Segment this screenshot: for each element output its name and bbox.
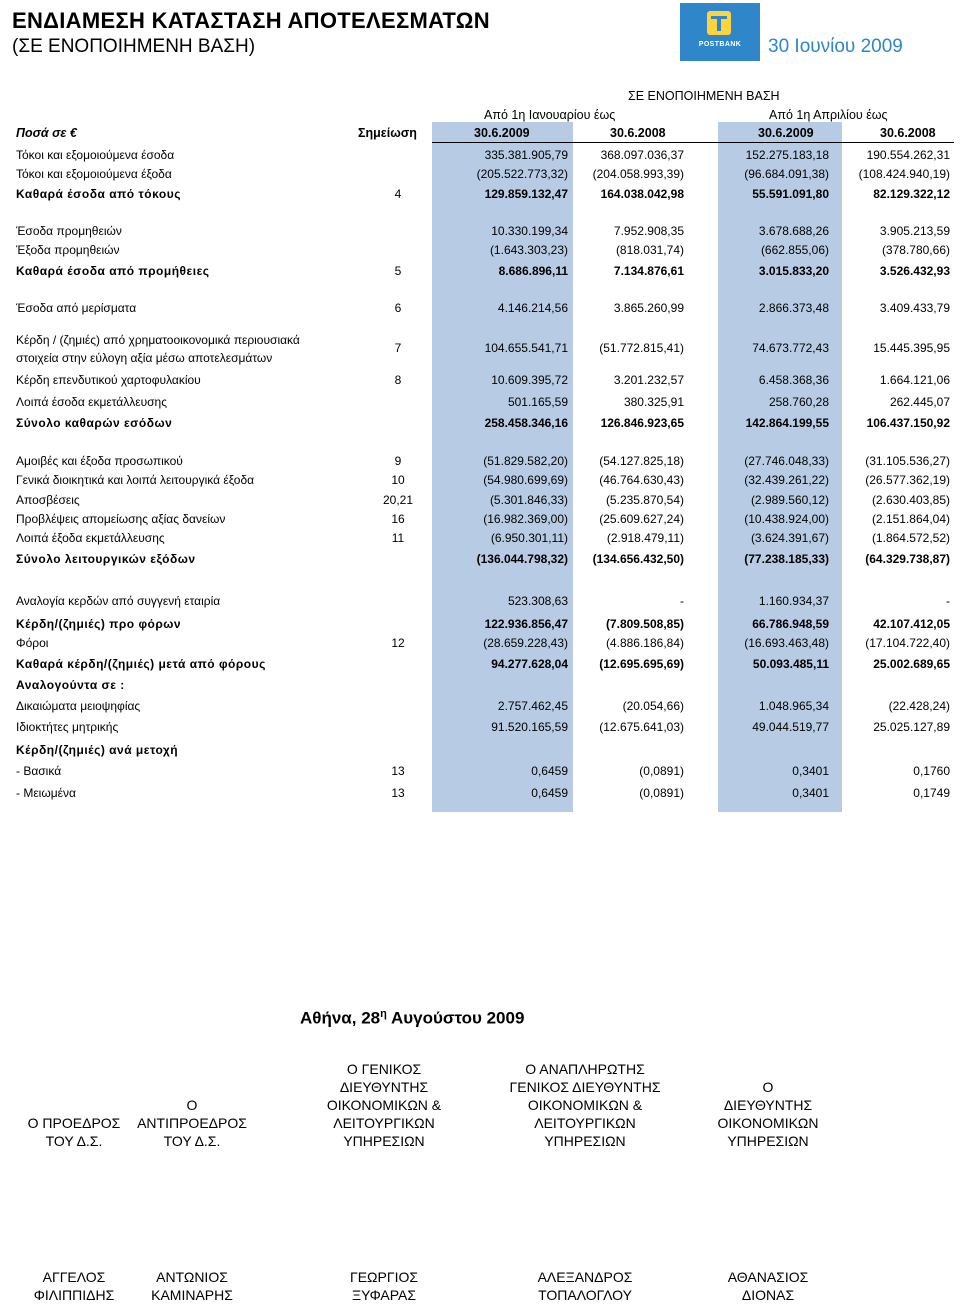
signatory-title <box>668 1078 868 1150</box>
row-value: (136.044.798,32) <box>476 552 568 566</box>
row-value: (54.127.825,18) <box>599 454 684 468</box>
signatory-title-line: ΥΠΗΡΕΣΙΩΝ <box>727 1133 809 1149</box>
row-value: 91.520.165,59 <box>491 720 568 734</box>
row-label: - Βασικά <box>16 764 62 778</box>
row-note: 20,21 <box>382 493 414 507</box>
date-col-2: 30.6.2008 <box>610 126 666 140</box>
row-value: (96.684.091,38) <box>744 167 829 181</box>
row-value: 3.015.833,20 <box>758 264 829 278</box>
row-label: Σύνολο καθαρών εσόδων <box>16 416 173 430</box>
row-value: 55.591.091,80 <box>752 187 829 201</box>
row-label: Καθαρά κέρδη/(ζημιές) μετά από φόρους <box>16 657 266 671</box>
signatory-title-line: Ο ΠΡΟΕΔΡΟΣ <box>27 1115 121 1131</box>
row-label: Λοιπά έξοδα εκμετάλλευσης <box>16 531 165 545</box>
row-label: Καθαρά έσοδα από προμήθειες <box>16 264 210 278</box>
row-label: Καθαρά έσοδα από τόκους <box>16 187 181 201</box>
signatory-name-line: ΓΕΩΡΓΙΟΣ <box>350 1269 418 1285</box>
row-value: (2.151.864,04) <box>871 512 950 526</box>
row-label: Αποσβέσεις <box>16 493 80 507</box>
row-label: Γενικά διοικητικά και λοιπά λειτουργικά έξοδα <box>16 473 255 487</box>
row-value: (31.105.536,27) <box>865 454 950 468</box>
row-value: 82.129.322,12 <box>873 187 950 201</box>
row-value: (0,0891) <box>639 786 684 800</box>
row-value: 1.048.965,34 <box>758 699 829 713</box>
row-label: Αναλογία κερδών από συγγενή εταιρία <box>16 594 221 608</box>
row-value: (54.980.699,69) <box>483 473 568 487</box>
signatory-name-line: ΞΥΦΑΡΑΣ <box>351 1287 417 1303</box>
row-value: 368.097.036,37 <box>600 148 684 162</box>
row-value: 74.673.772,43 <box>752 341 829 355</box>
row-label: Κέρδη/(ζημιές) προ φόρων <box>16 617 182 631</box>
row-label: Δικαιώματα μειοψηφίας <box>16 699 141 713</box>
row-value: (2.918.479,11) <box>606 531 684 545</box>
row-label: Τόκοι και εξομοιούμενα έξοδα <box>16 167 172 181</box>
signatory-title <box>485 1060 685 1150</box>
row-label: Κέρδη/(ζημιές) ανά μετοχή <box>16 743 179 757</box>
row-value: (26.577.362,19) <box>865 473 950 487</box>
postbank-logo <box>680 3 760 61</box>
row-label: Προβλέψεις απομείωσης αξίας δανείων <box>16 512 226 526</box>
row-value: (64.329.738,87) <box>865 552 950 566</box>
row-value: 3.678.688,26 <box>758 224 829 238</box>
row-note: 11 <box>391 531 405 545</box>
row-value: (4.886.186,84) <box>605 636 684 650</box>
signatory-title-line: ΔΙΕΥΘΥΝΤΗΣ <box>339 1079 429 1095</box>
row-label: Κέρδη / (ζημιές) από χρηματοοικονομικά περιουσιακά <box>16 333 300 347</box>
row-value: 10.609.395,72 <box>491 373 568 387</box>
row-value: (2.989.560,12) <box>750 493 829 507</box>
row-value: 4.146.214,56 <box>497 301 568 315</box>
signatory-name-line: ΑΓΓΕΛΟΣ <box>42 1269 106 1285</box>
row-value: 152.275.183,18 <box>745 148 829 162</box>
row-note: 4 <box>394 187 402 201</box>
signatory-title-line: ΟΙΚΟΝΟΜΙΚΩΝ & <box>527 1097 643 1113</box>
signatory-title-line: ΛΕΙΤΟΥΡΓΙΚΩΝ <box>333 1115 435 1131</box>
period2-header: Από 1η Απριλίου έως <box>769 108 888 122</box>
row-value: (6.950.301,11) <box>490 531 568 545</box>
row-label: Ιδιοκτήτες μητρικής <box>16 720 119 734</box>
date-col-3: 30.6.2009 <box>758 126 814 140</box>
signatory-name-line: ΤΟΠΑΛΟΓΛΟΥ <box>538 1287 632 1303</box>
date-col-1: 30.6.2009 <box>474 126 530 140</box>
signatory-title-line: ΟΙΚΟΝΟΜΙΚΩΝ <box>717 1115 819 1131</box>
row-value: 0,1760 <box>913 764 950 778</box>
row-value: (1.864.572,52) <box>871 531 950 545</box>
row-value: 6.458.368,36 <box>758 373 829 387</box>
row-value: 0,6459 <box>531 764 568 778</box>
signatory-title-line: Ο <box>186 1097 198 1113</box>
signatory-name-line: ΚΑΜΙΝΑΡΗΣ <box>151 1287 233 1303</box>
signatory-title-line: Ο ΓΕΝΙΚΟΣ <box>346 1061 422 1077</box>
row-value: (16.982.369,00) <box>483 512 568 526</box>
row-label: Έσοδα προμηθειών <box>16 224 122 238</box>
row-value: (1.643.303,23) <box>489 243 568 257</box>
amount-label: Ποσά σε € <box>16 126 77 140</box>
row-note: 8 <box>394 373 402 387</box>
logo-text: POSTBANK <box>698 41 742 48</box>
signatory-name-line: ΑΝΤΩΝΙΟΣ <box>156 1269 228 1285</box>
row-value: (51.829.582,20) <box>483 454 568 468</box>
row-value: (205.522.773,32) <box>476 167 568 181</box>
signatory-title-line: ΥΠΗΡΕΣΙΩΝ <box>343 1133 425 1149</box>
tt-logo-icon <box>707 11 731 35</box>
row-value: 258.458.346,16 <box>484 416 568 430</box>
row-value: 164.038.042,98 <box>600 187 684 201</box>
row-value: 3.409.433,79 <box>879 301 950 315</box>
row-value: (77.238.185,33) <box>744 552 829 566</box>
row-label: Έσοδα από μερίσματα <box>16 301 137 315</box>
row-note: 9 <box>394 454 402 468</box>
signatory-title <box>92 1096 292 1150</box>
signatory-name-line: ΑΛΕΞΑΝΔΡΟΣ <box>537 1269 633 1285</box>
period1-header: Από 1η Ιανουαρίου έως <box>484 108 616 122</box>
row-value: (10.438.924,00) <box>744 512 829 526</box>
row-value: (378.780,66) <box>881 243 950 257</box>
row-label: Σύνολο λειτουργικών εξόδων <box>16 552 196 566</box>
row-value: 3.865.260,99 <box>613 301 684 315</box>
signatory-title-line: ΥΠΗΡΕΣΙΩΝ <box>544 1133 626 1149</box>
row-value: (0,0891) <box>639 764 684 778</box>
row-note: 13 <box>391 764 405 778</box>
row-value: (5.235.870,54) <box>605 493 684 507</box>
note-header: Σημείωση <box>358 126 417 140</box>
row-value: 42.107.412,05 <box>873 617 950 631</box>
row-value: 0,3401 <box>792 786 829 800</box>
signatory-title-line: ΤΟΥ Δ.Σ. <box>163 1133 221 1149</box>
row-note: 12 <box>391 636 405 650</box>
row-note: 13 <box>391 786 405 800</box>
row-label: Αναλογούντα σε : <box>16 678 125 692</box>
row-value: (32.439.261,22) <box>744 473 829 487</box>
signatory-title <box>284 1060 484 1150</box>
row-value: 7.952.908,35 <box>613 224 684 238</box>
row-value: 1.160.934,37 <box>758 594 829 608</box>
row-label: - Μειωμένα <box>16 786 76 800</box>
signatory-name <box>485 1268 685 1304</box>
row-label: Κέρδη επενδυτικού χαρτοφυλακίου <box>16 373 201 387</box>
row-value: (204.058.993,39) <box>592 167 684 181</box>
signatory-name-line: ΔΙΟΝΑΣ <box>741 1287 795 1303</box>
row-value: (12.695.695,69) <box>599 657 684 671</box>
row-value: - <box>680 594 684 608</box>
signatory-title-line: ΑΝΤΙΠΡΟΕΔΡΟΣ <box>137 1115 247 1131</box>
row-value: 523.308,63 <box>507 594 568 608</box>
row-value: 2.866.373,48 <box>758 301 829 315</box>
period-date: 30 Ιουνίου 2009 <box>768 36 903 57</box>
signatory-title-line: ΤΟΥ Δ.Σ. <box>45 1133 103 1149</box>
row-value: 0,3401 <box>792 764 829 778</box>
row-value: 335.381.905,79 <box>484 148 568 162</box>
row-value: (7.809.508,85) <box>605 617 684 631</box>
row-value: 3.201.232,57 <box>613 373 684 387</box>
row-label: Τόκοι και εξομοιούμενα έσοδα <box>16 148 175 162</box>
signatory-name <box>668 1268 868 1304</box>
signatory-name <box>92 1268 292 1304</box>
row-value: (134.656.432,50) <box>592 552 684 566</box>
row-label: Αμοιβές και έξοδα προσωπικού <box>16 454 183 468</box>
row-value: (818.031,74) <box>615 243 684 257</box>
signatory-title-line: Ο <box>762 1079 774 1095</box>
header-rule <box>432 142 954 143</box>
row-value: 129.859.132,47 <box>484 187 568 201</box>
place-date: Αθήνα, $28^\eta$ Αυγούστου 2009 <box>300 1008 525 1028</box>
row-value: (5.301.846,33) <box>489 493 568 507</box>
signatory-name-line: ΑΘΑΝΑΣΙΟΣ <box>727 1269 809 1285</box>
row-value: (22.428,24) <box>888 699 950 713</box>
row-note: 6 <box>394 301 402 315</box>
row-value: (662.855,06) <box>760 243 829 257</box>
row-value: 106.437.150,92 <box>866 416 950 430</box>
row-value: (25.609.627,24) <box>599 512 684 526</box>
row-value: 25.025.127,89 <box>873 720 950 734</box>
row-value: (2.630.403,85) <box>871 493 950 507</box>
row-value: 50.093.485,11 <box>752 657 829 671</box>
row-value: 142.864.199,55 <box>745 416 829 430</box>
date-col-4: 30.6.2008 <box>880 126 936 140</box>
row-label-line2: στοιχεία στην εύλογη αξία μέσω αποτελεσμάτων <box>16 351 273 365</box>
row-value: 380.325,91 <box>623 395 684 409</box>
row-value: 2.757.462,45 <box>497 699 568 713</box>
row-value: 122.936.856,47 <box>484 617 568 631</box>
row-value: 10.330.199,34 <box>491 224 568 238</box>
row-value: 190.554.262,31 <box>866 148 950 162</box>
signatory-title-line: Ο ΑΝΑΠΛΗΡΩΤΗΣ <box>525 1061 645 1077</box>
row-value: (51.772.815,41) <box>599 341 684 355</box>
row-value: 258.760,28 <box>768 395 829 409</box>
row-label: Φόροι <box>16 636 49 650</box>
row-note: 5 <box>394 264 402 278</box>
row-value: 8.686.896,11 <box>498 264 568 278</box>
signatory-title-line: ΓΕΝΙΚΟΣ ΔΙΕΥΘΥΝΤΗΣ <box>509 1079 661 1095</box>
signatory-title-line: ΔΙΕΥΘΥΝΤΗΣ <box>723 1097 813 1113</box>
row-value: (108.424.940,19) <box>858 167 950 181</box>
signatory-name-line: ΦΙΛΙΠΠΙΔΗΣ <box>33 1287 115 1303</box>
row-value: (12.675.641,03) <box>599 720 684 734</box>
row-value: - <box>946 594 950 608</box>
group-title: ΣΕ ΕΝΟΠΟΙΗΜΕΝΗ ΒΑΣΗ <box>628 89 780 103</box>
row-value: 3.526.432,93 <box>879 264 950 278</box>
signatory-title-line: ΟΙΚΟΝΟΜΙΚΩΝ & <box>326 1097 442 1113</box>
row-label: Λοιπά έσοδα εκμετάλλευσης <box>16 395 168 409</box>
row-value: 49.044.519,77 <box>752 720 829 734</box>
row-note: 10 <box>391 473 405 487</box>
row-value: 0,6459 <box>531 786 568 800</box>
row-note: 16 <box>391 512 405 526</box>
row-value: 1.664.121,06 <box>879 373 950 387</box>
row-note: 7 <box>394 341 402 355</box>
page-title: ΕΝΔΙΑΜΕΣΗ ΚΑΤΑΣΤΑΣΗ ΑΠΟΤΕΛΕΣΜΑΤΩΝ <box>12 8 490 33</box>
row-value: (17.104.722,40) <box>865 636 950 650</box>
row-value: 94.277.628,04 <box>491 657 568 671</box>
row-value: 126.846.923,65 <box>600 416 684 430</box>
signatory-title-line: ΛΕΙΤΟΥΡΓΙΚΩΝ <box>534 1115 636 1131</box>
row-value: (28.659.228,43) <box>483 636 568 650</box>
row-value: 7.134.876,61 <box>613 264 684 278</box>
row-value: 501.165,59 <box>507 395 568 409</box>
row-value: 25.002.689,65 <box>873 657 950 671</box>
row-value: (27.746.048,33) <box>744 454 829 468</box>
row-value: 3.905.213,59 <box>879 224 950 238</box>
page-subtitle: (ΣΕ ΕΝΟΠΟΙΗΜΕΝΗ ΒΑΣΗ) <box>12 36 256 57</box>
row-value: 66.786.948,59 <box>752 617 829 631</box>
row-value: (3.624.391,67) <box>750 531 829 545</box>
row-value: 0,1749 <box>913 786 950 800</box>
row-value: 15.445.395,95 <box>873 341 950 355</box>
row-value: (20.054,66) <box>622 699 684 713</box>
row-value: 262.445,07 <box>889 395 950 409</box>
row-label: Έξοδα προμηθειών <box>16 243 120 257</box>
row-value: (16.693.463,48) <box>744 636 829 650</box>
row-value: (46.764.630,43) <box>599 473 684 487</box>
row-value: 104.655.541,71 <box>484 341 568 355</box>
signatory-name <box>284 1268 484 1304</box>
